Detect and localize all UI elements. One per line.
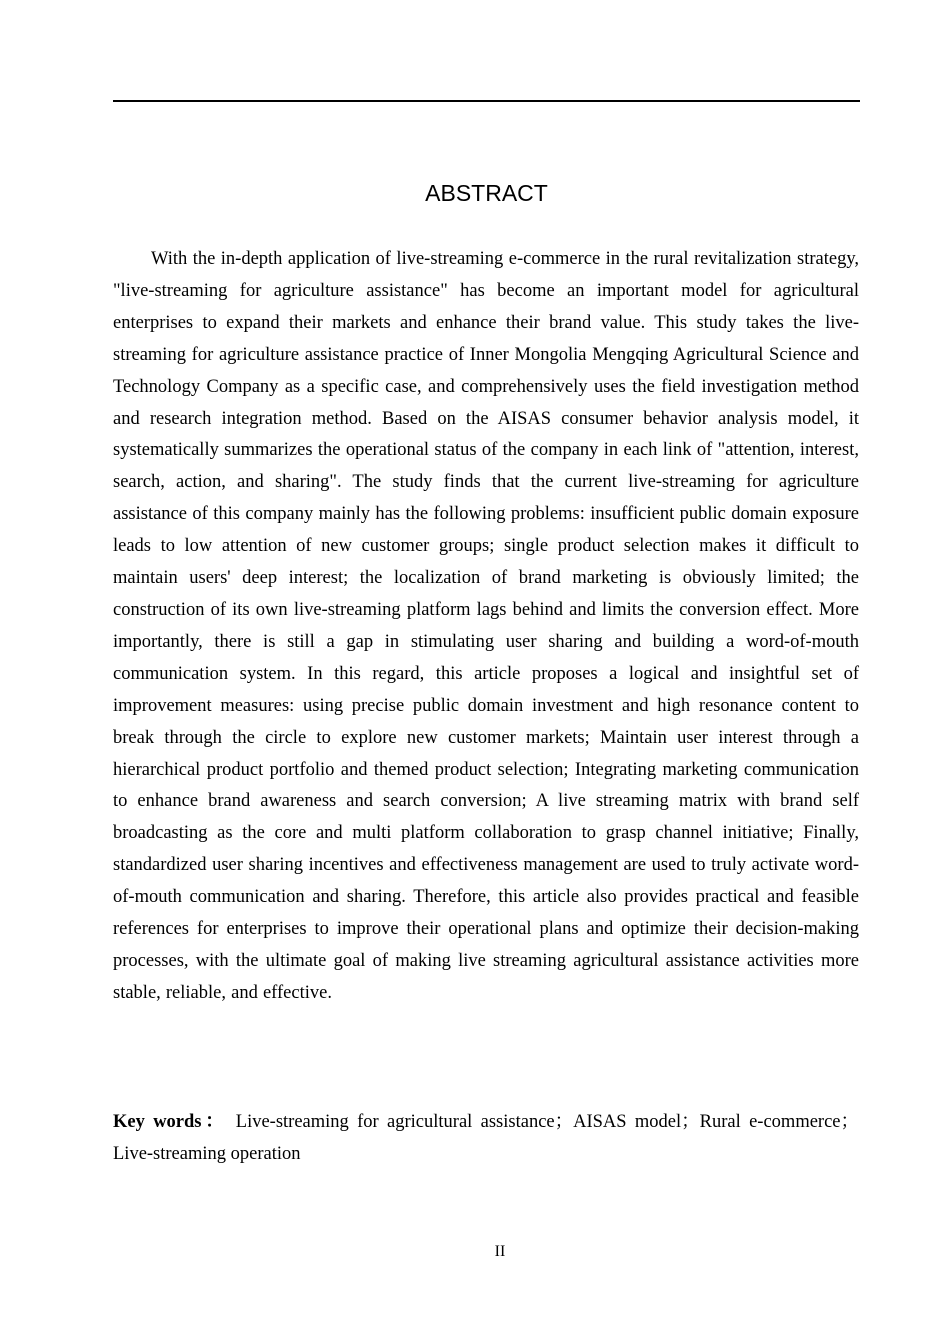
keywords-text: Live-streaming for agricultural assistance；AISAS model；Rural e-commerce；Live-streaming operation: [113, 1112, 860, 1164]
keywords-section: [113, 1106, 859, 1170]
page-title: ABSTRACT: [425, 180, 548, 206]
abstract-body: With the in-depth application of live-streaming e-commerce in the rural revitalization strategy, "live-streaming for agriculture assistance" has become an important model for agricultural enterprises to expand their markets and enhance their brand value. This study takes the live-streaming for agriculture assistance practice of Inner Mongolia Mengqing Agricultural Science and Technology Company as a specific case, and comprehensively uses the field investigation method and research integration method. Based on the AISAS consumer behavior analysis model, it systematically summarizes the operational status of the company in each link of "attention, interest, search, action, and sharing". The study finds that the current live-streaming for agriculture assistance of this company mainly has the following problems: insufficient public domain exposure leads to low attention of new customer groups; single product selection makes it difficult to maintain users' deep interest; the localization of brand marketing is obviously limited; the construction of its own live-streaming platform lags behind and limits the conversion effect. More importantly, there is still a gap in stimulating user sharing and building a word-of-mouth communication system. In this regard, this article proposes a logical and insightful set of improvement measures: using precise public domain investment and high resonance content to break through the circle to explore new customer markets; Maintain user interest through a hierarchical product portfolio and themed product selection; Integrating marketing communication to enhance brand awareness and search conversion; A live streaming matrix with brand self broadcasting as the core and multi platform collaboration to grasp channel initiative; Finally, standardized user sharing incentives and effectiveness management are used to truly activate word-of-mouth communication and sharing. Therefore, this article also provides practical and feasible references for enterprises to improve their operational plans and optimize their decision-making processes, with the ultimate goal of making live streaming agricultural assistance activities more stable, reliable, and effective.: [113, 249, 859, 1003]
page-number: II: [494, 1243, 506, 1260]
header-rule: [113, 100, 860, 102]
keywords-label: Key words：: [113, 1112, 228, 1132]
